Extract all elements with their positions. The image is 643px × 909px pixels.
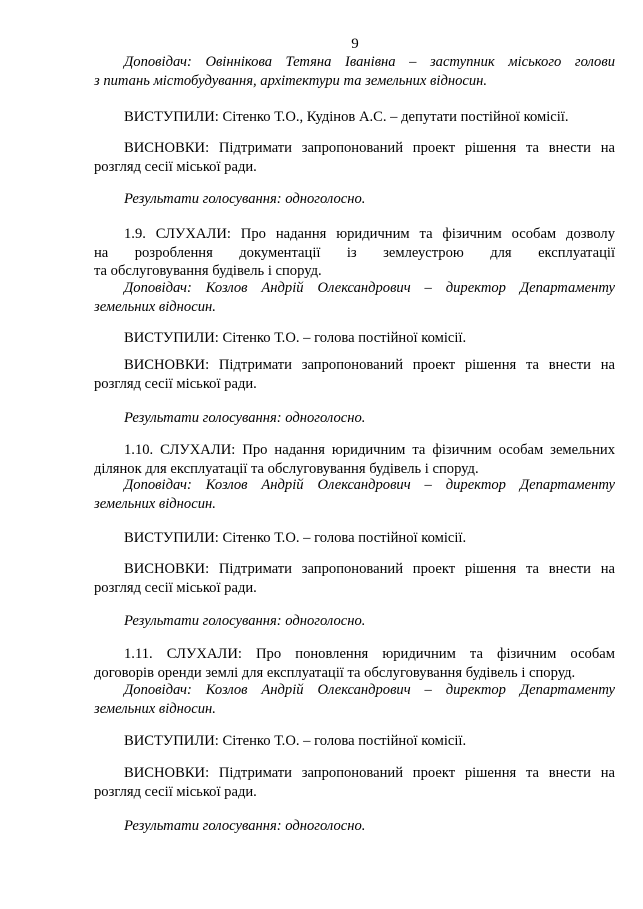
intro-conclusion-line-2: розгляд сесії міської ради.	[94, 158, 257, 175]
intro-conclusion-line-1: ВИСНОВКИ: Підтримати запропонований проект рішення та внести на	[124, 140, 615, 156]
intro-spoke: ВИСТУПИЛИ: Сітенко Т.О., Кудінов А.С. – депутати постійної комісії.	[124, 109, 569, 125]
item-1-11-speaker-line-1: Доповідач: Козлов Андрій Олександрович – директор Департаменту	[124, 682, 615, 698]
item-1-9-conclusion-line-2: розгляд сесії міської ради.	[94, 375, 257, 392]
item-1-10-heard	[94, 441, 615, 478]
item-1-10-conclusion-line-2: розгляд сесії міської ради.	[94, 579, 257, 596]
intro-speaker	[94, 53, 615, 90]
item-1-9-conclusion	[94, 356, 615, 393]
item-1-11-heard-line-1: 1.11. СЛУХАЛИ: Про поновлення юридичним та фізичним особам	[124, 646, 615, 662]
item-1-10-speaker-line-1: Доповідач: Козлов Андрій Олександрович – директор Департаменту	[124, 477, 615, 493]
item-1-11-speaker-line-2: земельних відносин.	[94, 700, 216, 717]
item-1-9-vote: Результати голосування: одноголосно.	[124, 410, 366, 426]
intro-conclusion	[94, 139, 615, 176]
item-1-11-vote: Результати голосування: одноголосно.	[124, 818, 366, 834]
item-1-9-heard-line-3: та обслуговування будівель і споруд.	[94, 263, 322, 280]
item-1-9-speaker	[94, 279, 615, 316]
item-1-10-heard-line-1: 1.10. СЛУХАЛИ: Про надання юридичним та фізичним особам земельних	[124, 442, 615, 458]
page-number: 9	[351, 36, 359, 52]
item-1-9-heard-line-1: 1.9. СЛУХАЛИ: Про надання юридичним та фізичним особам дозволу	[124, 226, 615, 242]
item-1-10-heard-line-2: ділянок для експлуатації та обслуговування будівель і споруд.	[94, 460, 479, 477]
item-1-10-speaker	[94, 476, 615, 513]
item-1-11-heard	[94, 645, 615, 682]
intro-vote: Результати голосування: одноголосно.	[124, 191, 366, 207]
item-1-10-vote: Результати голосування: одноголосно.	[124, 613, 366, 629]
item-1-9-heard	[94, 225, 615, 281]
item-1-9-spoke: ВИСТУПИЛИ: Сітенко Т.О. – голова постійної комісії.	[124, 330, 467, 346]
item-1-10-spoke: ВИСТУПИЛИ: Сітенко Т.О. – голова постійної комісії.	[124, 530, 467, 546]
item-1-9-conclusion-line-1: ВИСНОВКИ: Підтримати запропонований проект рішення та внести на	[124, 357, 615, 373]
intro-speaker-line-2: з питань містобудування, архітектури та земельних відносин.	[94, 72, 488, 89]
item-1-11-speaker	[94, 681, 615, 718]
item-1-11-heard-line-2: договорів оренди землі для експлуатації та обслуговування будівель і споруд.	[94, 664, 576, 681]
item-1-11-conclusion-line-1: ВИСНОВКИ: Підтримати запропонований проект рішення та внести на	[124, 765, 615, 781]
intro-speaker-line-1: Доповідач: Овіннікова Тетяна Іванівна – заступник міського голови	[124, 54, 615, 70]
item-1-10-conclusion-line-1: ВИСНОВКИ: Підтримати запропонований проект рішення та внести на	[124, 561, 615, 577]
item-1-9-speaker-line-2: земельних відносин.	[94, 298, 216, 315]
item-1-10-conclusion	[94, 560, 615, 597]
intro-speaker-label: Доповідач:	[124, 54, 206, 70]
item-1-11-conclusion	[94, 764, 615, 801]
item-1-10-speaker-line-2: земельних відносин.	[94, 495, 216, 512]
item-1-11-conclusion-line-2: розгляд сесії міської ради.	[94, 783, 257, 800]
item-1-9-speaker-line-1: Доповідач: Козлов Андрій Олександрович – директор Департаменту	[124, 280, 615, 296]
item-1-11-spoke: ВИСТУПИЛИ: Сітенко Т.О. – голова постійної комісії.	[124, 733, 467, 749]
item-1-9-heard-line-2: на розроблення документації із землеустрою для експлуатації	[94, 244, 615, 261]
